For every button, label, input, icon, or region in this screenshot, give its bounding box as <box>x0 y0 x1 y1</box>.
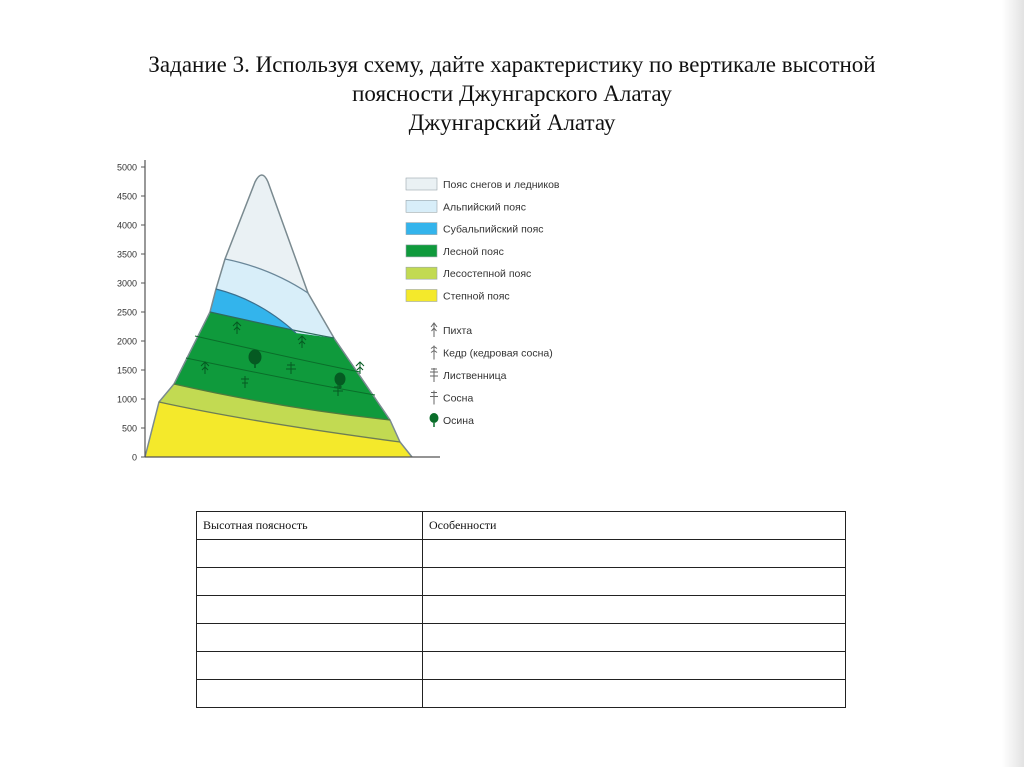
diagram-title: Джунгарский Алатау <box>408 110 616 135</box>
tree-legend <box>430 323 553 427</box>
features-cell[interactable] <box>423 652 846 680</box>
tree-legend-label: Сосна <box>443 392 474 405</box>
belt-legend-label: Степной пояс <box>443 290 510 303</box>
altitude-belt-cell[interactable] <box>197 568 423 596</box>
larch-icon <box>430 368 438 382</box>
aspen-icon <box>430 413 439 427</box>
y-axis-tick-label: 3000 <box>116 278 137 289</box>
y-axis-tick-label: 0 <box>131 452 137 463</box>
pine-icon <box>430 391 438 405</box>
belt-legend-swatch <box>406 200 437 212</box>
task-heading-line-2: поясности Джунгарского Алатау <box>352 81 672 106</box>
altitude-belt-cell[interactable] <box>197 624 423 652</box>
table-header-row <box>197 512 846 540</box>
table-row <box>197 540 846 568</box>
tree-legend-label: Кедр (кедровая сосна) <box>443 347 553 360</box>
altitude-belt-diagram <box>100 150 570 470</box>
features-cell[interactable] <box>423 624 846 652</box>
table-row <box>197 596 846 624</box>
y-axis-tick-label: 500 <box>121 423 137 434</box>
table-row <box>197 680 846 708</box>
belt-legend-label: Пояс снегов и ледников <box>443 179 560 191</box>
column-header-altitude-belt: Высотная поясность <box>197 512 423 540</box>
table-row <box>197 652 846 680</box>
cedar-icon <box>431 346 437 360</box>
belt-legend-label: Субальпийский пояс <box>443 223 544 236</box>
y-axis-tick-label: 1000 <box>116 394 137 405</box>
altitude-belt-cell[interactable] <box>197 680 423 708</box>
belt-legend-swatch <box>406 178 437 190</box>
altitude-belt-cell[interactable] <box>197 540 423 568</box>
y-axis-tick-label: 3500 <box>116 249 137 260</box>
features-cell[interactable] <box>423 596 846 624</box>
features-cell[interactable] <box>423 568 846 596</box>
slide-right-edge <box>1002 0 1024 767</box>
fir-icon <box>431 323 437 337</box>
altitude-belt-cell[interactable] <box>197 596 423 624</box>
y-axis-tick-label: 4500 <box>116 191 137 202</box>
tree-legend-label: Осина <box>443 415 474 427</box>
table-row <box>197 624 846 652</box>
tree-legend-label: Лиственница <box>443 370 507 382</box>
y-axis-tick-label: 5000 <box>116 162 137 173</box>
belt-legend-swatch <box>406 267 437 279</box>
y-axis-tick-label: 2000 <box>116 336 137 347</box>
answer-table <box>196 511 846 708</box>
y-axis-tick-label: 1500 <box>116 365 137 376</box>
tree-legend-label: Пихта <box>443 325 473 337</box>
belt-legend-label: Альпийский пояс <box>443 201 526 214</box>
belt-legend-swatch <box>406 245 437 257</box>
belt-legend-swatch <box>406 223 437 235</box>
y-axis-tick-label: 4000 <box>116 220 137 231</box>
features-cell[interactable] <box>423 680 846 708</box>
altitude-belt-cell[interactable] <box>197 652 423 680</box>
belt-legend-label: Лесостепной пояс <box>443 268 532 281</box>
task-heading-line-1: Задание 3. Используя схему, дайте характеристику по вертикале высотной <box>148 52 876 77</box>
y-axis-tick-label: 2500 <box>116 307 137 318</box>
table-row <box>197 568 846 596</box>
mountain-profile <box>145 175 412 457</box>
belt-legend <box>406 178 560 303</box>
task-heading <box>60 50 964 137</box>
features-cell[interactable] <box>423 540 846 568</box>
column-header-features: Особенности <box>423 512 846 540</box>
belt-legend-label: Лесной пояс <box>443 245 504 258</box>
belt-legend-swatch <box>406 290 437 302</box>
